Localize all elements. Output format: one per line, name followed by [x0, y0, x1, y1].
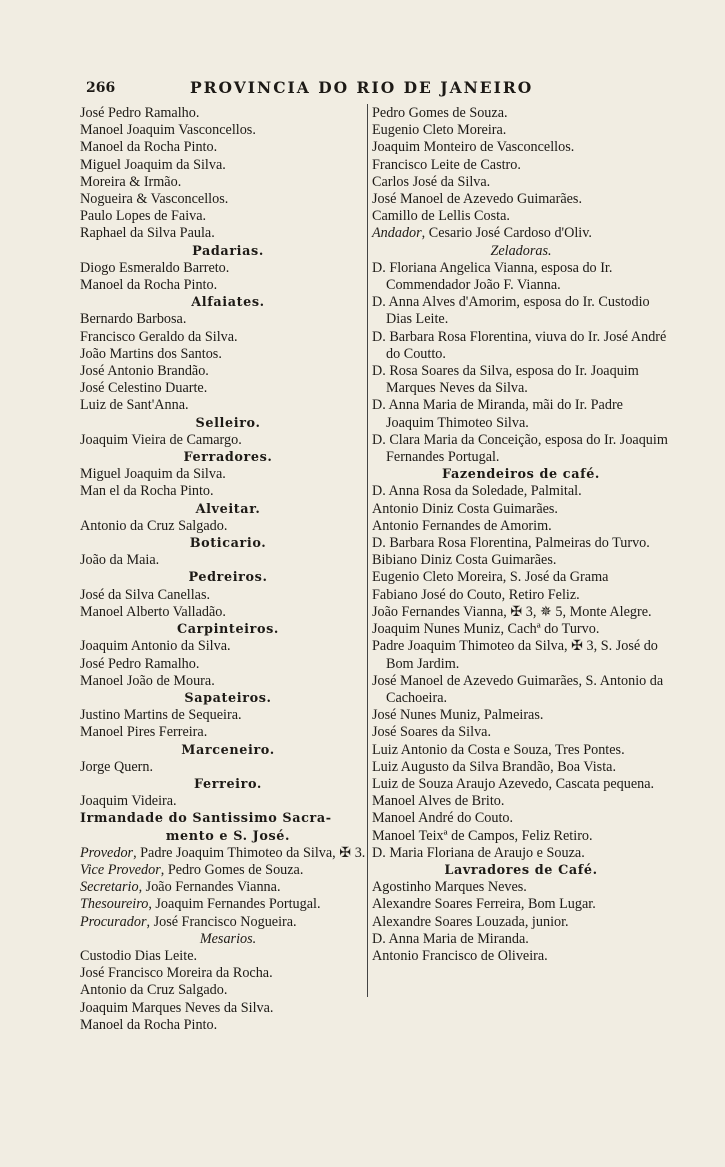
- list-item: Camillo de Lellis Costa.: [372, 208, 510, 225]
- list-entry: Luiz de Souza Araujo Azevedo, Cascata pequena.: [372, 775, 655, 792]
- list-item: Francisco Leite de Castro.: [372, 156, 521, 173]
- list-item: José Nunes Muniz, Palmeiras.: [372, 707, 544, 724]
- list-entry: Padre Joaquim Thimoteo da Silva, ✠ 3, S. José do Bom Jardim.: [372, 638, 658, 672]
- list-item: Manoel Alberto Valladão.: [80, 603, 226, 620]
- list-item: Manoel Joaquim Vasconcellos.: [80, 122, 256, 139]
- list-item: Miguel Joaquim da Silva.: [80, 466, 226, 483]
- list-item: José Pedro Ramalho.: [80, 105, 200, 121]
- list-item: Paulo Lopes de Faiva.: [80, 208, 207, 225]
- subsection-heading: Mesarios.: [199, 930, 257, 947]
- list-item: José Antonio Brandão.: [80, 363, 209, 380]
- list-item: Joaquim Antonio da Silva.: [80, 638, 231, 655]
- office-title: Andador: [372, 225, 422, 242]
- list-item: Pedro Gomes de Souza.: [372, 105, 508, 121]
- list-item: Manoel André do Couto.: [372, 810, 514, 827]
- list-item: Manoel da Rocha Pinto.: [80, 277, 218, 294]
- section-heading: Ferradores.: [183, 450, 273, 466]
- list-item: Antonio Francisco de Oliveira.: [372, 947, 548, 964]
- list-item: Fabiano José do Couto, Retiro Feliz.: [372, 586, 580, 603]
- list-entry: Luiz Augusto da Silva Brandão, Boa Vista.: [372, 758, 616, 775]
- list-item: Joaquim Vieira de Camargo.: [80, 431, 242, 448]
- office-holder-entry: [372, 225, 670, 242]
- column-divider: [367, 104, 368, 997]
- list-entry: D. Anna Maria de Miranda, mãi do Ir. Padre Joaquim Thimoteo Silva.: [372, 397, 623, 431]
- list-entry: Luiz Antonio da Costa e Souza, Tres Pontes.: [372, 741, 625, 758]
- section-heading: Lavradores de Café.: [444, 862, 598, 878]
- list-item: José Pedro Ramalho.: [80, 655, 200, 672]
- section-heading: Marceneiro.: [181, 742, 275, 758]
- list-item: D. Maria Floriana de Araujo e Souza.: [372, 844, 585, 861]
- list-item: Manoel Teixª de Campos, Feliz Retiro.: [372, 827, 593, 844]
- list-item: João Martins dos Santos.: [80, 345, 222, 362]
- section-heading: Ferreiro.: [194, 776, 262, 792]
- list-item: José Soares da Silva.: [372, 724, 492, 741]
- list-item: Alexandre Soares Louzada, junior.: [372, 913, 569, 930]
- list-item: Manoel da Rocha Pinto.: [80, 1016, 218, 1033]
- office-holder-name: , Pedro Gomes de Souza.: [160, 861, 304, 878]
- list-item: Alexandre Soares Ferreira, Bom Lugar.: [372, 896, 596, 913]
- subsection-heading: Zeladoras.: [490, 242, 552, 259]
- list-entry: D. Barbara Rosa Florentina, Palmeiras do Turvo.: [372, 535, 650, 552]
- list-item: D. Anna Maria de Miranda.: [372, 930, 529, 947]
- office-holder-entry: [80, 845, 376, 862]
- office-holder-name: , Padre Joaquim Thimoteo da Silva, ✠ 3.: [133, 844, 366, 861]
- office-holder-entry: [80, 896, 376, 913]
- office-holder-name: , João Fernandes Vianna.: [138, 879, 281, 896]
- office-holder-name: , Cesario José Cardoso d'Oliv.: [421, 225, 592, 242]
- office-holder-name: , Joaquim Fernandes Portugal.: [148, 896, 321, 913]
- list-entry: José Manoel de Azevedo Guimarães, S. Antonio da Cachoeira.: [372, 672, 664, 706]
- list-item: Bibiano Diniz Costa Guimarães.: [372, 552, 557, 569]
- list-item: Joaquim Monteiro de Vasconcellos.: [372, 139, 575, 156]
- list-item: Joaquim Videira.: [80, 793, 177, 810]
- left-column: [80, 105, 376, 1034]
- list-item: Jorge Quern.: [80, 758, 154, 775]
- list-item: Man el da Rocha Pinto.: [80, 483, 214, 500]
- list-item: Luiz de Sant'Anna.: [80, 397, 189, 414]
- section-heading: Fazendeiros de café.: [441, 467, 600, 483]
- section-heading: Pedreiros.: [188, 570, 268, 586]
- office-title: Secretario: [80, 879, 139, 896]
- list-item: Manoel João de Moura.: [80, 672, 215, 689]
- section-heading: Alfaiates.: [191, 295, 265, 311]
- list-item: Manoel da Rocha Pinto.: [80, 139, 218, 156]
- list-item: Manoel Alves de Brito.: [372, 793, 505, 810]
- list-item: José Manoel de Azevedo Guimarães.: [372, 191, 582, 208]
- list-item: Antonio da Cruz Salgado.: [80, 517, 228, 534]
- office-title: Provedor: [80, 844, 134, 861]
- list-item: Antonio Diniz Costa Guimarães.: [372, 500, 558, 517]
- section-heading: Sapateiros.: [184, 690, 272, 706]
- list-entry: D. Clara Maria da Conceição, esposa do Ir. Joaquim Fernandes Portugal.: [372, 431, 668, 466]
- list-item: Carlos José da Silva.: [372, 173, 491, 190]
- office-title: Procurador: [80, 913, 147, 930]
- section-heading: Padarias.: [192, 243, 264, 259]
- list-item: D. Anna Rosa da Soledade, Palmital.: [372, 483, 582, 500]
- list-item: João da Maia.: [80, 552, 160, 569]
- list-item: Diogo Esmeraldo Barreto.: [80, 259, 230, 276]
- list-item: José da Silva Canellas.: [80, 586, 211, 603]
- list-item: Nogueira & Vasconcellos.: [80, 191, 229, 208]
- list-item: Antonio da Cruz Salgado.: [80, 982, 228, 999]
- running-title: PROVINCIA DO RIO DE JANEIRO: [190, 78, 534, 97]
- list-entry: D. Floriana Angelica Vianna, esposa do Ir. Commendador João F. Vianna.: [372, 259, 613, 294]
- list-item: Francisco Geraldo da Silva.: [80, 328, 238, 345]
- list-entry: D. Rosa Soares da Silva, esposa do Ir. Joaquim Marques Neves da Silva.: [372, 363, 639, 397]
- office-holder-name: , José Francisco Nogueira.: [146, 913, 297, 930]
- list-item: Agostinho Marques Neves.: [372, 879, 527, 896]
- list-entry: D. Anna Alves d'Amorim, esposa do Ir. Custodio Dias Leite.: [372, 294, 650, 328]
- list-item: Custodio Dias Leite.: [80, 947, 198, 964]
- list-entry: D. Barbara Rosa Florentina, viuva do Ir. José André do Coutto.: [372, 328, 667, 362]
- section-heading: mento e S. José.: [165, 828, 291, 844]
- list-item: Joaquim Nunes Muniz, Cachª do Turvo.: [372, 621, 600, 638]
- office-holder-entry: [80, 879, 376, 896]
- list-entry: João Fernandes Vianna, ✠ 3, ✵ 5, Monte Alegre.: [372, 603, 652, 620]
- list-item: José Celestino Duarte.: [80, 380, 208, 397]
- list-item: José Francisco Moreira da Rocha.: [80, 965, 273, 982]
- list-item: Eugenio Cleto Moreira.: [372, 122, 507, 139]
- list-item: Antonio Fernandes de Amorim.: [372, 517, 552, 534]
- list-item: Eugenio Cleto Moreira, S. José da Grama: [372, 569, 609, 586]
- list-item: Raphael da Silva Paula.: [80, 225, 215, 242]
- office-holder-entry: [80, 862, 376, 879]
- right-column: [372, 105, 670, 965]
- section-heading: Alveitar.: [195, 501, 261, 517]
- list-item: Moreira & Irmão.: [80, 173, 182, 190]
- page-number: 266: [86, 80, 116, 96]
- section-heading: Boticario.: [189, 536, 267, 552]
- office-holder-entry: [80, 914, 376, 931]
- section-heading: Irmandade do Santissimo Sacra-: [80, 811, 332, 827]
- list-item: Bernardo Barbosa.: [80, 311, 187, 328]
- list-item: Manoel Pires Ferreira.: [80, 724, 208, 741]
- list-item: Joaquim Marques Neves da Silva.: [80, 999, 274, 1016]
- list-item: Justino Martins de Sequeira.: [80, 707, 242, 724]
- office-title: Vice Provedor: [80, 861, 161, 878]
- office-title: Thesoureiro: [80, 896, 149, 913]
- section-heading: Carpinteiros.: [177, 622, 279, 638]
- section-heading: Selleiro.: [195, 415, 261, 431]
- list-item: Miguel Joaquim da Silva.: [80, 156, 226, 173]
